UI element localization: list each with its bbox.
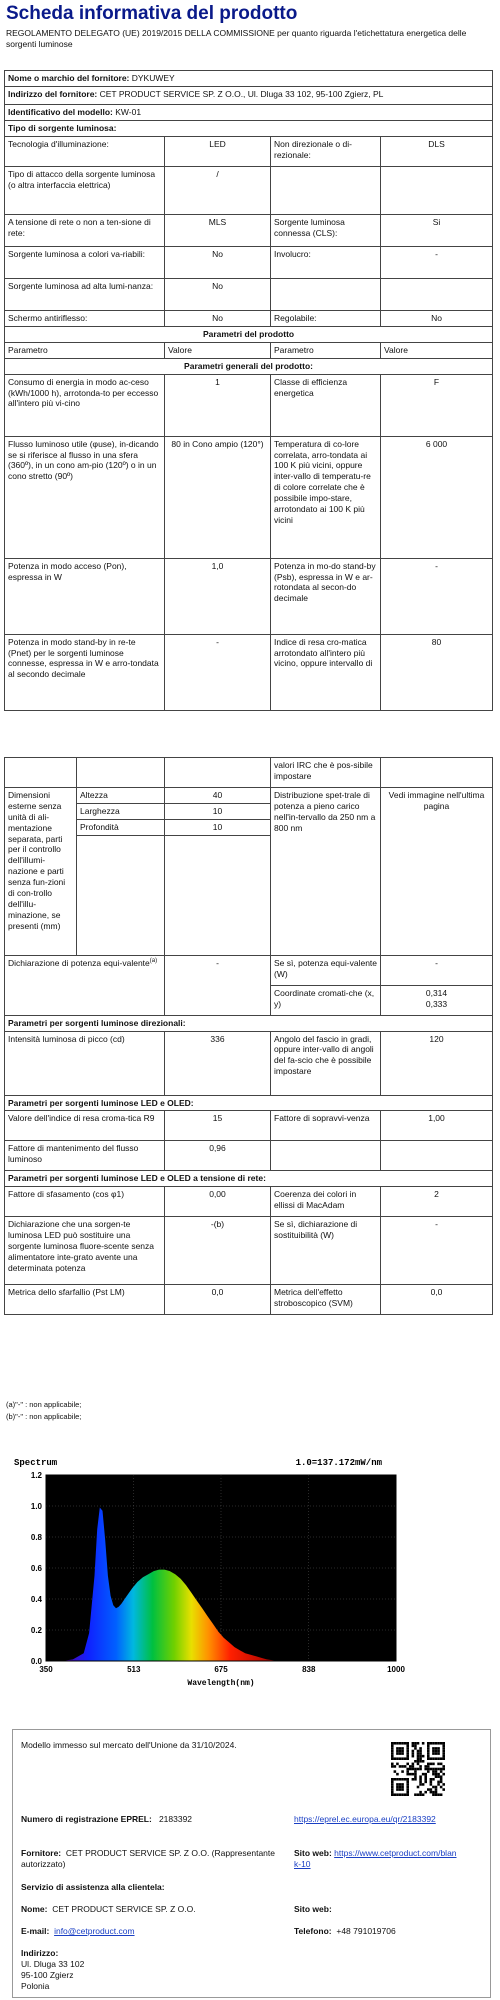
chart-title: Spectrum xyxy=(14,1458,58,1468)
address-row xyxy=(5,87,493,105)
chroma-x: 0,314 xyxy=(425,987,448,998)
param-value: MLS xyxy=(165,215,271,247)
eprel-reg xyxy=(21,1814,192,1825)
substitution-value: - xyxy=(381,1217,493,1285)
substitution-label: Se sì, dichiarazione di sostituibilità (W) xyxy=(271,1217,381,1285)
chroma-y: 0,333 xyxy=(425,998,448,1009)
service-title: Servizio di assistenza alla clientela: xyxy=(21,1882,165,1892)
flicker-label: Metrica dello sfarfallio (Pst LM) xyxy=(5,1285,165,1315)
spd-value: Vedi immagine nell'ultima pagina xyxy=(381,788,493,956)
table-row xyxy=(5,167,493,215)
y-tick-label: 0.2 xyxy=(30,1626,42,1635)
service-email xyxy=(21,1926,135,1937)
col-value-1: Valore xyxy=(165,342,271,358)
flicker-value: 0,0 xyxy=(165,1285,271,1315)
param-value: - xyxy=(381,558,493,634)
general-rows xyxy=(5,374,493,710)
y-tick-label: 1.2 xyxy=(30,1471,42,1480)
dim-name: Altezza xyxy=(77,788,165,804)
col-value-2: Valore xyxy=(381,342,493,358)
param-label: Non direzionale o di-rezionale: xyxy=(271,137,381,167)
website-link[interactable]: https://www.cetproduct.com/blank-10 xyxy=(294,1848,457,1870)
maintenance-value: 0,96 xyxy=(165,1141,271,1171)
model-row xyxy=(5,105,493,121)
param-label: Regolabile: xyxy=(271,311,381,327)
product-info-table xyxy=(4,70,493,711)
svm-label: Metrica dell'effetto stroboscopico (SVM) xyxy=(271,1285,381,1315)
dim-value: 40 xyxy=(165,788,271,804)
param-label: Indice di resa cro-matica arrotondato all'intero più vicino, oppure intervallo di xyxy=(271,634,381,710)
peak-label: Intensità luminosa di picco (cd) xyxy=(5,1031,165,1095)
name-value: CET PRODUCT SERVICE SP. Z O.O. xyxy=(52,1904,196,1914)
addr-line-1: Ul. Dluga 33 102 xyxy=(21,1959,85,1970)
table-row xyxy=(5,279,493,311)
type-rows xyxy=(5,137,493,327)
directional-title: Parametri per sorgenti luminose direzionali: xyxy=(5,1015,493,1031)
table-row xyxy=(5,634,493,710)
chroma-label: Coordinate cromati-che (x, y) xyxy=(271,985,381,1015)
dim-empty xyxy=(77,835,165,955)
phone-label: Telefono: xyxy=(294,1926,332,1936)
r9-label: Valore dell'indice di resa croma-tica R9 xyxy=(5,1111,165,1141)
brand-label: Nome o marchio del fornitore: xyxy=(8,73,130,83)
y-tick-label: 0.4 xyxy=(30,1595,42,1604)
mains-title: Parametri per sorgenti luminose LED e OLED a tensione di rete: xyxy=(5,1171,493,1187)
param-value: No xyxy=(165,311,271,327)
table-row xyxy=(5,558,493,634)
qr-code-icon[interactable] xyxy=(391,1742,445,1796)
website-label: Sito web: xyxy=(294,1848,332,1858)
general-title: Parametri generali del prodotto: xyxy=(5,358,493,374)
maint-blank-1 xyxy=(271,1141,381,1171)
service-phone xyxy=(294,1926,396,1937)
footnote-a: (a)"-" : non applicabile; xyxy=(6,1400,82,1409)
footnotes xyxy=(6,1399,81,1423)
name-label: Nome: xyxy=(21,1904,48,1914)
param-value: LED xyxy=(165,137,271,167)
service-address xyxy=(21,1948,84,1992)
dim-name: Larghezza xyxy=(77,803,165,819)
brand-value: DYKUWEY xyxy=(131,73,175,83)
param-value: No xyxy=(165,247,271,279)
param-value: 1 xyxy=(165,374,271,436)
replace-label: Dichiarazione che una sorgen-te luminosa LED può sostituire una sorgente luminosa fluore-scente senza alimentatore inte-grato avente una determinata potenza xyxy=(5,1217,165,1285)
supplier-label: Fornitore: xyxy=(21,1848,62,1858)
survival-value: 1,00 xyxy=(381,1111,493,1141)
macadam-value: 2 xyxy=(381,1187,493,1217)
x-tick-label: 838 xyxy=(302,1665,316,1674)
param-value: / xyxy=(165,167,271,215)
spd-label: Distribuzione spet-trale di potenza a pieno carico nell'in-tervallo da 250 nm a 800 nm xyxy=(271,788,381,956)
dim-empty-value xyxy=(165,835,271,955)
equiv-value: - xyxy=(165,955,271,1015)
page-title: Scheda informativa del prodotto xyxy=(6,3,298,24)
col-param-2: Parametro xyxy=(271,342,381,358)
param-label: Sorgente luminosa connessa (CLS): xyxy=(271,215,381,247)
param-label: Tipo di attacco della sorgente luminosa (o altra interfaccia elettrica) xyxy=(5,167,165,215)
maint-blank-2 xyxy=(381,1141,493,1171)
table-row xyxy=(5,436,493,558)
macadam-label: Coerenza dei colori in ellissi di MacAdam xyxy=(271,1187,381,1217)
maintenance-label: Fattore di mantenimento del flusso luminoso xyxy=(5,1141,165,1171)
spectrum-chart xyxy=(10,1453,420,1703)
col-param-1: Parametro xyxy=(5,342,165,358)
y-tick-label: 0.0 xyxy=(30,1657,42,1666)
equiv-w-value: - xyxy=(381,955,493,985)
service-name xyxy=(21,1904,196,1915)
type-header: Tipo di sorgente luminosa: xyxy=(5,121,493,137)
param-value: No xyxy=(381,311,493,327)
param-label: Temperatura di co-lore correlata, arro-tondata ai 100 K più vicini, oppure inter-vallo di temperatu-re di colore correlate che è possibile impo-stare, arrotondato ai 100 K più vicini xyxy=(271,436,381,558)
table-row xyxy=(5,247,493,279)
addr-line-3: Polonia xyxy=(21,1981,50,1992)
equiv-label-text: Dichiarazione di potenza equi-valente xyxy=(8,957,150,968)
regulation-subtitle: REGOLAMENTO DELEGATO (UE) 2019/2015 DELLA COMMISSIONE per quanto riguarda l'etichettatura energetica delle sorgenti luminose xyxy=(6,28,467,50)
email-link[interactable]: info@cetproduct.com xyxy=(54,1926,135,1936)
chroma-value xyxy=(381,985,493,1015)
param-label: Schermo antiriflesso: xyxy=(5,311,165,327)
market-date: Modello immesso sul mercato dell'Unione da 31/10/2024. xyxy=(21,1740,237,1750)
phone-value: +48 791019706 xyxy=(336,1926,396,1936)
param-label: Sorgente luminosa a colori va-riabili: xyxy=(5,247,165,279)
dim-value: 10 xyxy=(165,819,271,835)
equiv-w-label: Se sì, potenza equi-valente (W) xyxy=(271,955,381,985)
cont-blank-4 xyxy=(381,758,493,788)
service-website-label: Sito web: xyxy=(294,1904,332,1914)
survival-label: Fattore di sopravvi-venza xyxy=(271,1111,381,1141)
cont-blank-1 xyxy=(5,758,77,788)
led-title: Parametri per sorgenti luminose LED e OLED: xyxy=(5,1095,493,1111)
x-axis-label: Wavelength(nm) xyxy=(187,1679,255,1688)
email-label: E-mail: xyxy=(21,1926,50,1936)
address-label: Indirizzo del fornitore: xyxy=(8,89,98,99)
table-row xyxy=(5,137,493,167)
model-label: Identificativo del modello: xyxy=(8,107,113,117)
x-tick-label: 513 xyxy=(127,1665,141,1674)
param-value: DLS xyxy=(381,137,493,167)
param-value: 80 xyxy=(381,634,493,710)
cont-blank-2 xyxy=(77,758,165,788)
cri-continuation: valori IRC che è pos-sibile impostare xyxy=(271,758,381,788)
param-label: Tecnologia d'illuminazione: xyxy=(5,137,165,167)
x-tick-label: 1000 xyxy=(387,1665,405,1674)
addr-line-2: 95-100 Zgierz xyxy=(21,1970,74,1981)
footnote-b: (b)"-" : non applicabile; xyxy=(6,1412,82,1421)
table-row xyxy=(5,311,493,327)
supplier xyxy=(21,1848,281,1870)
param-label: Consumo di energia in modo ac-ceso (kWh/1000 h), arrotonda-to per eccesso all'intero più vi-cino xyxy=(5,374,165,436)
replace-value: -(b) xyxy=(165,1217,271,1285)
param-label xyxy=(271,279,381,311)
x-tick-label: 350 xyxy=(39,1665,53,1674)
reg-label: Numero di registrazione EPREL: xyxy=(21,1814,152,1824)
chart-annotation: 1.0=137.172mW/nm xyxy=(295,1458,382,1468)
param-value: Si xyxy=(381,215,493,247)
param-label: Potenza in modo stand-by in re-te (Pnet) per le sorgenti luminose connesse, espressa in W e arro-tondata al secondo decimale xyxy=(5,634,165,710)
website xyxy=(294,1848,459,1870)
param-value: 6 000 xyxy=(381,436,493,558)
product-params-table-cont xyxy=(4,757,493,1315)
param-value: 1,0 xyxy=(165,558,271,634)
x-tick-label: 675 xyxy=(214,1665,228,1674)
table-row xyxy=(5,374,493,436)
reg-value: 2183392 xyxy=(158,1814,193,1824)
y-tick-label: 1.0 xyxy=(30,1502,42,1511)
param-label: Involucro: xyxy=(271,247,381,279)
param-label: Potenza in modo acceso (Pon), espressa in W xyxy=(5,558,165,634)
param-label: Potenza in mo-do stand-by (Psb), espressa in W e ar-rotondata al secon-do decimale xyxy=(271,558,381,634)
param-label xyxy=(271,167,381,215)
beam-value: 120 xyxy=(381,1031,493,1095)
supplier-value: CET PRODUCT SERVICE SP. Z O.O. (Rappresentante autorizzato) xyxy=(21,1848,275,1870)
addr-label: Indirizzo: xyxy=(21,1948,59,1958)
peak-value: 336 xyxy=(165,1031,271,1095)
y-tick-label: 0.6 xyxy=(30,1564,42,1573)
eprel-info-box xyxy=(12,1729,491,1998)
svm-value: 0,0 xyxy=(381,1285,493,1315)
params-title: Parametri del prodotto xyxy=(5,327,493,343)
eprel-link[interactable]: https://eprel.ec.europa.eu/qr/2183392 xyxy=(294,1814,436,1824)
dim-value: 10 xyxy=(165,803,271,819)
cont-blank-3 xyxy=(165,758,271,788)
y-tick-label: 0.8 xyxy=(30,1533,42,1542)
param-value: - xyxy=(381,247,493,279)
address-value: CET PRODUCT SERVICE SP. Z O.O., Ul. Dluga 33 102, 95-100 Zgierz, PL xyxy=(99,89,384,99)
param-value xyxy=(381,167,493,215)
param-value: No xyxy=(165,279,271,311)
equiv-label xyxy=(5,955,165,1015)
page-break xyxy=(0,738,500,756)
phase-value: 0,00 xyxy=(165,1187,271,1217)
brand-row xyxy=(5,71,493,87)
param-label: Flusso luminoso utile (φuse), in-dicando se si riferisce al flusso in una sfera (360º), in un cono am-pio (120º) o in un cono stretto (90º) xyxy=(5,436,165,558)
param-value: - xyxy=(165,634,271,710)
r9-value: 15 xyxy=(165,1111,271,1141)
table-row xyxy=(5,215,493,247)
param-label: Sorgente luminosa ad alta lumi-nanza: xyxy=(5,279,165,311)
param-value xyxy=(381,279,493,311)
model-value: KW-01 xyxy=(115,107,142,117)
param-label: Classe di efficienza energetica xyxy=(271,374,381,436)
param-value: F xyxy=(381,374,493,436)
dimensions-label: Dimensioni esterne senza unità di ali-mentazione separata, parti per il controllo dell'illumi-nazione e parti senza fun-zioni di con-trollo dell'illu-minazione, se presenti (mm) xyxy=(5,788,77,956)
dim-name: Profondità xyxy=(77,819,165,835)
param-value: 80 in Cono ampio (120°) xyxy=(165,436,271,558)
equiv-sup: (a) xyxy=(149,957,158,964)
beam-label: Angolo del fascio in gradi, oppure inter-vallo di angoli del fa-scio che è possibile impostare xyxy=(271,1031,381,1095)
phase-label: Fattore di sfasamento (cos φ1) xyxy=(5,1187,165,1217)
param-label: A tensione di rete o non a ten-sione di rete: xyxy=(5,215,165,247)
